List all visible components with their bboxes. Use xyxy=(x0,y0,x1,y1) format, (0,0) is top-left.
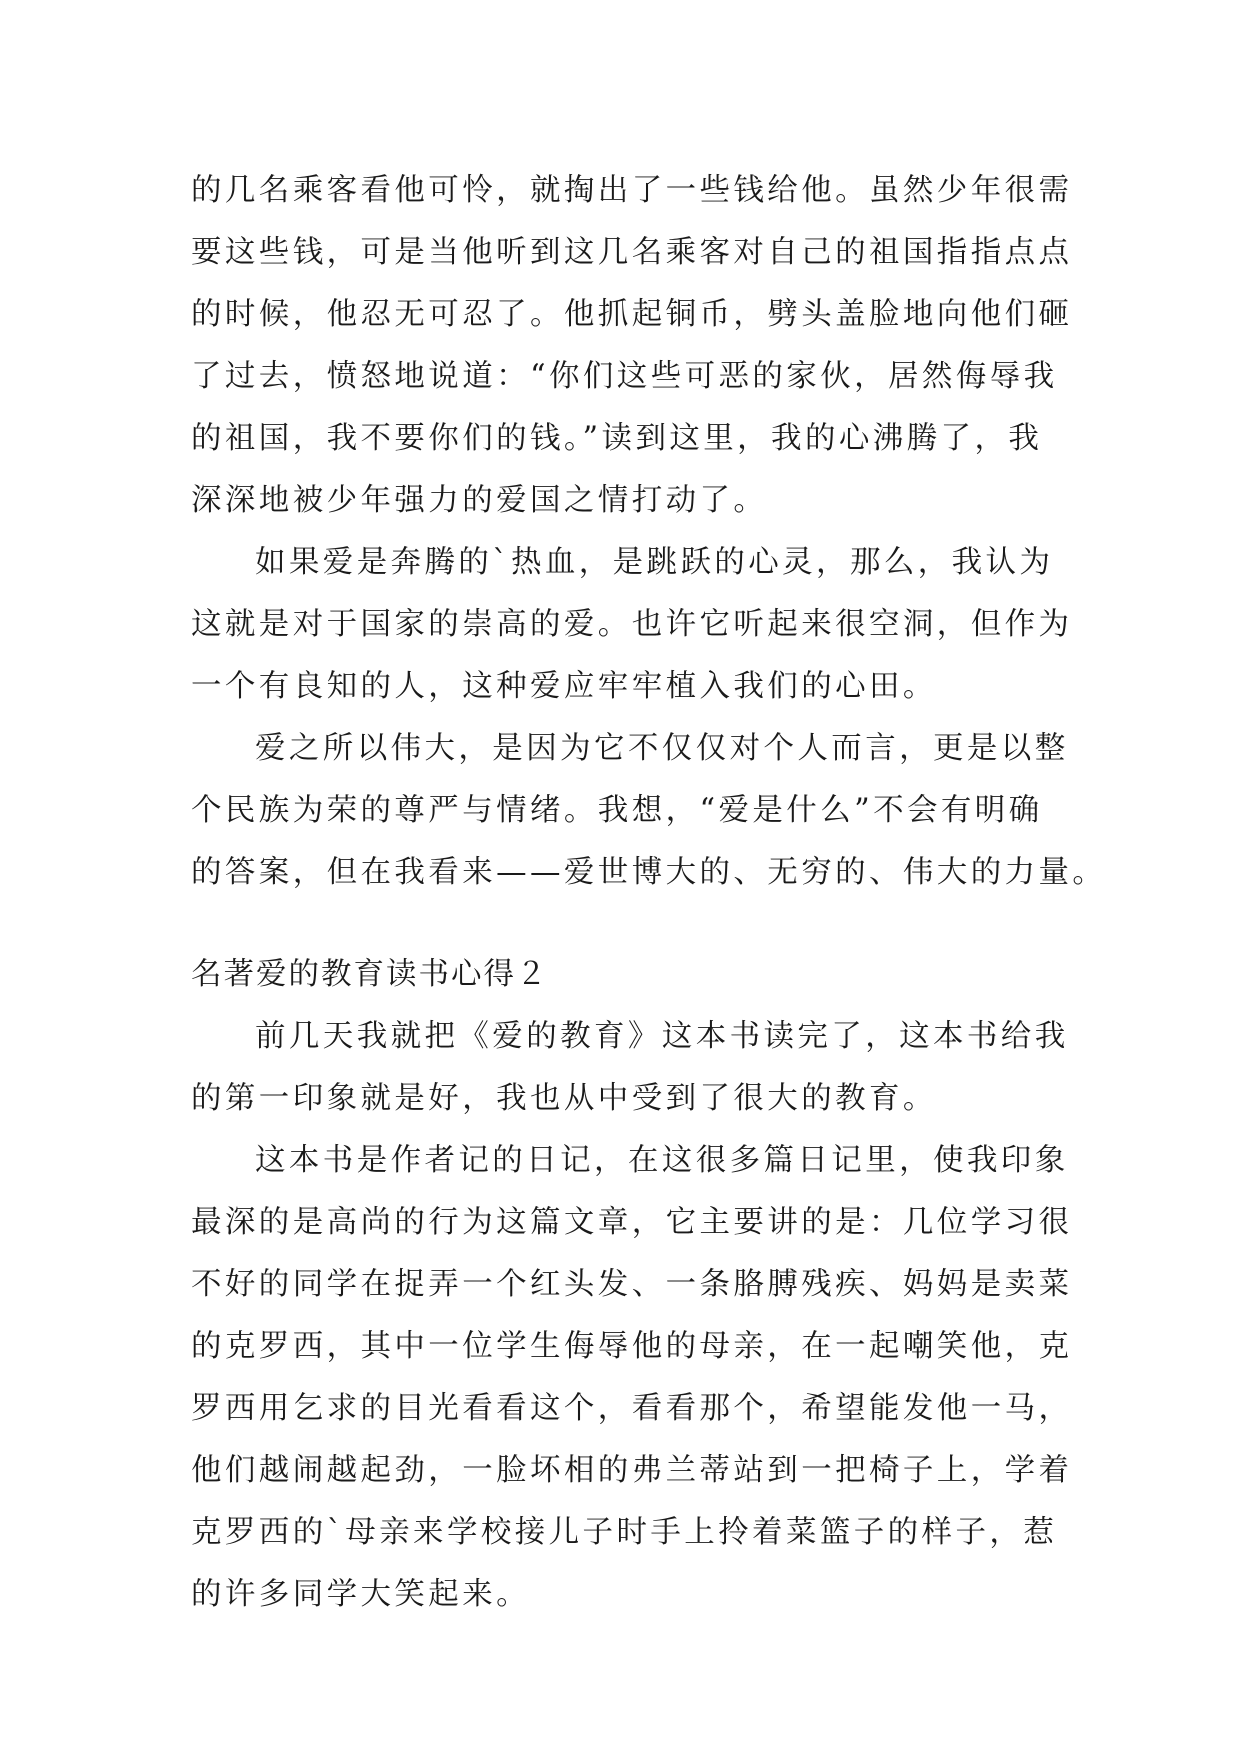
text-line: 前几天我就把《爱的教育》这本书读完了，这本书给我 xyxy=(255,1019,1069,1054)
text-line: 个民族为荣的尊严与情绪。我想，“爱是什么”不会有明确 xyxy=(191,793,1043,828)
text-line: 克罗西的`母亲来学校接儿子时手上拎着菜篮子的样子，惹 xyxy=(191,1515,1058,1550)
section-title: 名著爱的教育读书心得２ xyxy=(191,957,549,992)
text-line: 要这些钱，可是当他听到这几名乘客对自己的祖国指指点点 xyxy=(191,235,1073,270)
text-line: 的第一印象就是好，我也从中受到了很大的教育。 xyxy=(191,1081,937,1116)
paragraph-4 xyxy=(191,1006,1069,1130)
paragraph-5 xyxy=(191,1130,1073,1626)
text-line: 的祖国，我不要你们的钱。”读到这里，我的心沸腾了，我 xyxy=(191,421,1043,456)
section-gap xyxy=(191,904,1051,944)
paragraph-1 xyxy=(191,160,1073,532)
text-line: 的几名乘客看他可怜，就掏出了一些钱给他。虽然少年很需 xyxy=(191,173,1073,208)
text-line: 爱之所以伟大，是因为它不仅仅对个人而言，更是以整 xyxy=(255,731,1069,766)
text-line: 一个有良知的人，这种爱应牢牢植入我们的心田。 xyxy=(191,669,937,704)
text-line: 最深的是高尚的行为这篇文章，它主要讲的是：几位学习很 xyxy=(191,1205,1073,1240)
text-line: 罗西用乞求的目光看看这个，看看那个，希望能发他一马， xyxy=(191,1391,1073,1426)
text-line: 的许多同学大笑起来。 xyxy=(191,1577,530,1612)
text-line: 这就是对于国家的崇高的爱。也许它听起来很空洞，但作为 xyxy=(191,607,1073,642)
text-line: 的克罗西，其中一位学生侮辱他的母亲，在一起嘲笑他，克 xyxy=(191,1329,1073,1364)
text-line: 了过去，愤怒地说道：“你们这些可恶的家伙，居然侮辱我 xyxy=(191,359,1058,394)
text-line: 不好的同学在捉弄一个红头发、一条胳膊残疾、妈妈是卖菜 xyxy=(191,1267,1073,1302)
paragraph-2 xyxy=(191,532,1073,718)
text-line: 的答案，但在我看来——爱世博大的、无穷的、伟大的力量。 xyxy=(191,855,1107,890)
text-line: 他们越闹越起劲，一脸坏相的弗兰蒂站到一把椅子上，学着 xyxy=(191,1453,1073,1488)
paragraph-3 xyxy=(191,718,1107,904)
document-body xyxy=(191,160,1107,1626)
text-line: 这本书是作者记的日记，在这很多篇日记里，使我印象 xyxy=(255,1143,1069,1178)
text-line: 的时候，他忍无可忍了。他抓起铜币，劈头盖脸地向他们砸 xyxy=(191,297,1073,332)
text-line: 如果爱是奔腾的`热血，是跳跃的心灵，那么，我认为 xyxy=(255,545,1054,580)
text-line: 深深地被少年强力的爱国之情打动了。 xyxy=(191,483,768,518)
